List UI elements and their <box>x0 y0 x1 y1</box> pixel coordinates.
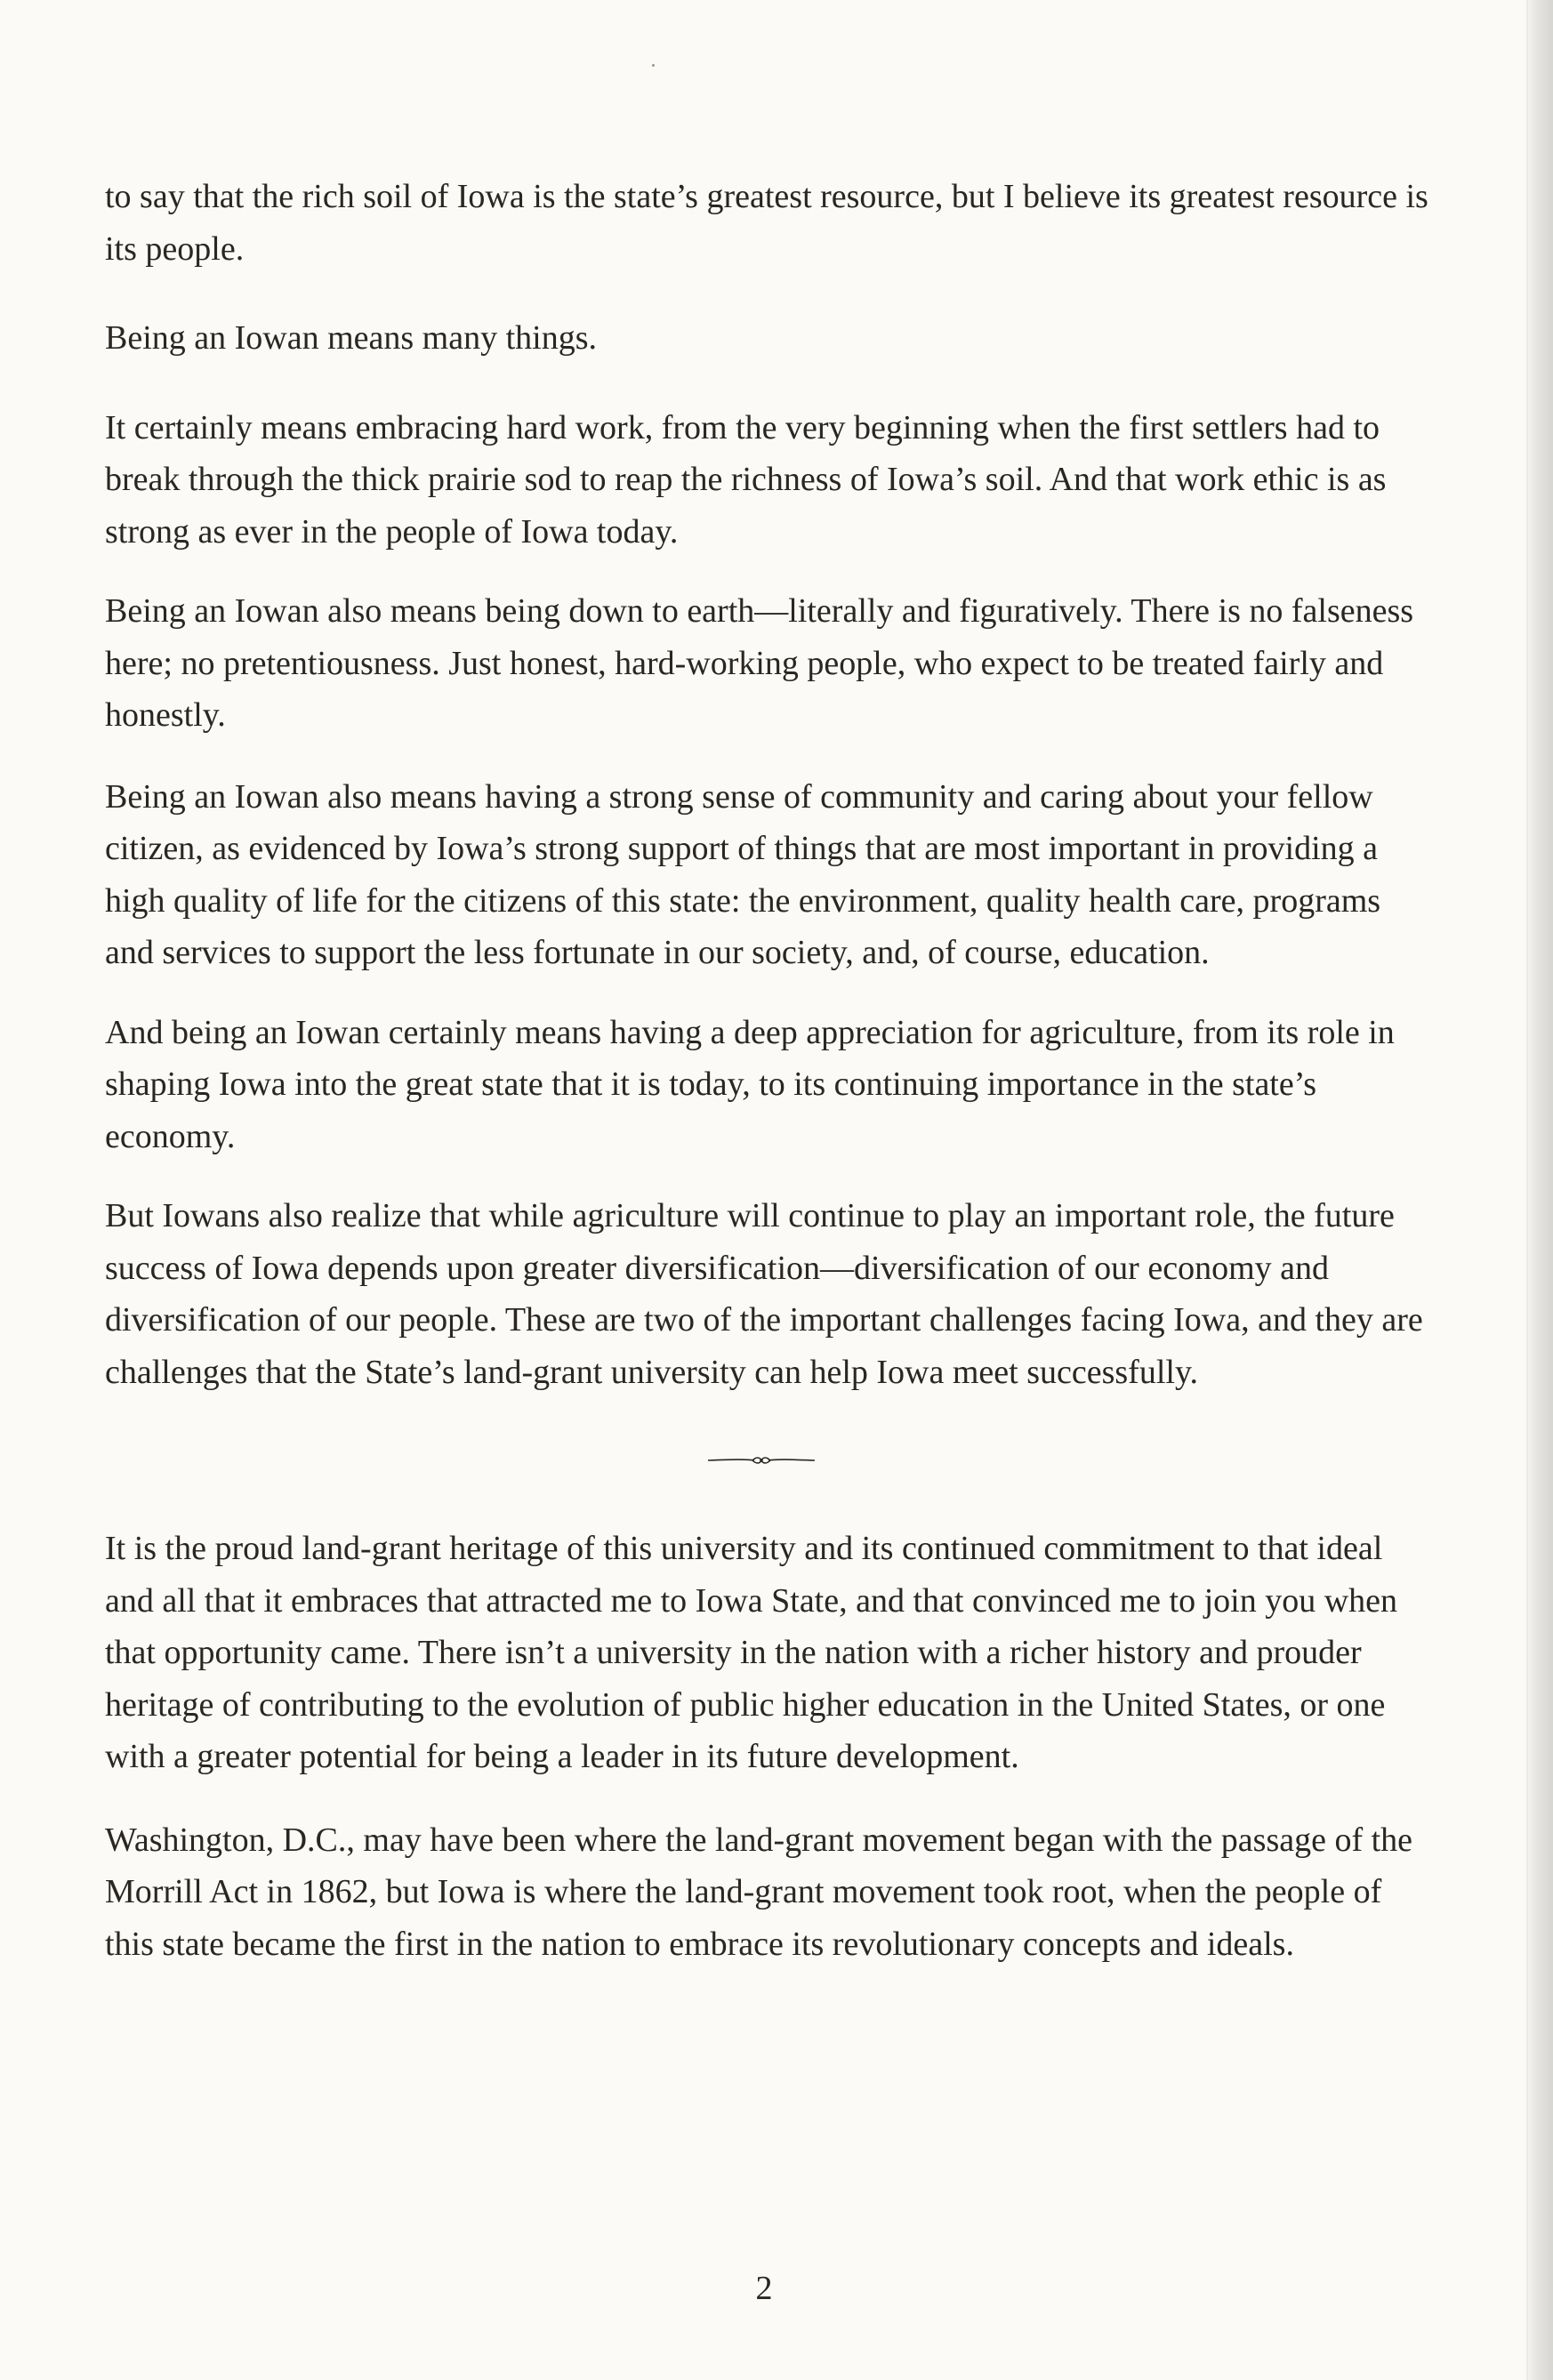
section-divider-ornament <box>105 1443 1430 1480</box>
paragraph-rich-soil: to say that the rich soil of Iowa is the state’s greatest resource, but I believe its greatest resource is its people. <box>105 178 1428 268</box>
page-edge-shadow <box>1528 0 1553 2380</box>
paragraph-community: Being an Iowan also means having a strong sense of community and caring about your fellow citizen, as evidenced by Iowa’s strong support of things that are most important in providing a high quality of life for the citizens of this state: the environment, quality health care, programs and services to support the less fortunate in our society, and, of course, education. <box>105 777 1381 971</box>
page-number: 2 <box>755 2270 773 2307</box>
body-text <box>105 171 1430 1970</box>
divider-flourish-icon <box>706 1451 817 1469</box>
paragraph-morrill-act: Washington, D.C., may have been where the land-grant movement began with the passage of the Morrill Act in 1862, but Iowa is where the land-grant movement took root, when the people of this state became the first in the nation to embrace its revolutionary concepts and ideals. <box>105 1821 1413 1963</box>
paragraph-being-an-iowan: Being an Iowan means many things. <box>105 319 598 357</box>
paragraph-land-grant-heritage: It is the proud land-grant heritage of this university and its continued commitment to that ideal and all that it embraces that attracted me to Iowa State, and that convinced me to join you when that opportunity came. There isn’t a university in the nation with a richer history and prouder heritage of contributing to the evolution of public higher education in the United States, or one with a greater potential for being a leader in its future development. <box>105 1530 1398 1775</box>
paper-speck <box>652 64 655 67</box>
paragraph-agriculture: And being an Iowan certainly means having a deep appreciation for agriculture, from its role in shaping Iowa into the great state that it is today, to its continuing importance in the state’s economy. <box>105 1013 1395 1155</box>
paragraph-down-to-earth: Being an Iowan also means being down to earth—literally and figuratively. There is no falseness here; no pretentiousness. Just honest, hard-working people, who expect to be treated fairly and honestly. <box>105 592 1414 734</box>
page-edge-highlight <box>1526 0 1528 2380</box>
paragraph-diversification: But Iowans also realize that while agriculture will continue to play an important role, the future success of Iowa depends upon greater diversification—diversification of our economy and diversification of our people. These are two of the important challenges facing Iowa, and they are challenges that the State’s land-grant university can help Iowa meet successfully. <box>105 1197 1423 1391</box>
paragraph-hard-work: It certainly means embracing hard work, from the very beginning when the first settlers had to break through the thick prairie sod to reap the richness of Iowa’s soil. And that work ethic is as strong as ever in the people of Iowa today. <box>105 408 1387 551</box>
